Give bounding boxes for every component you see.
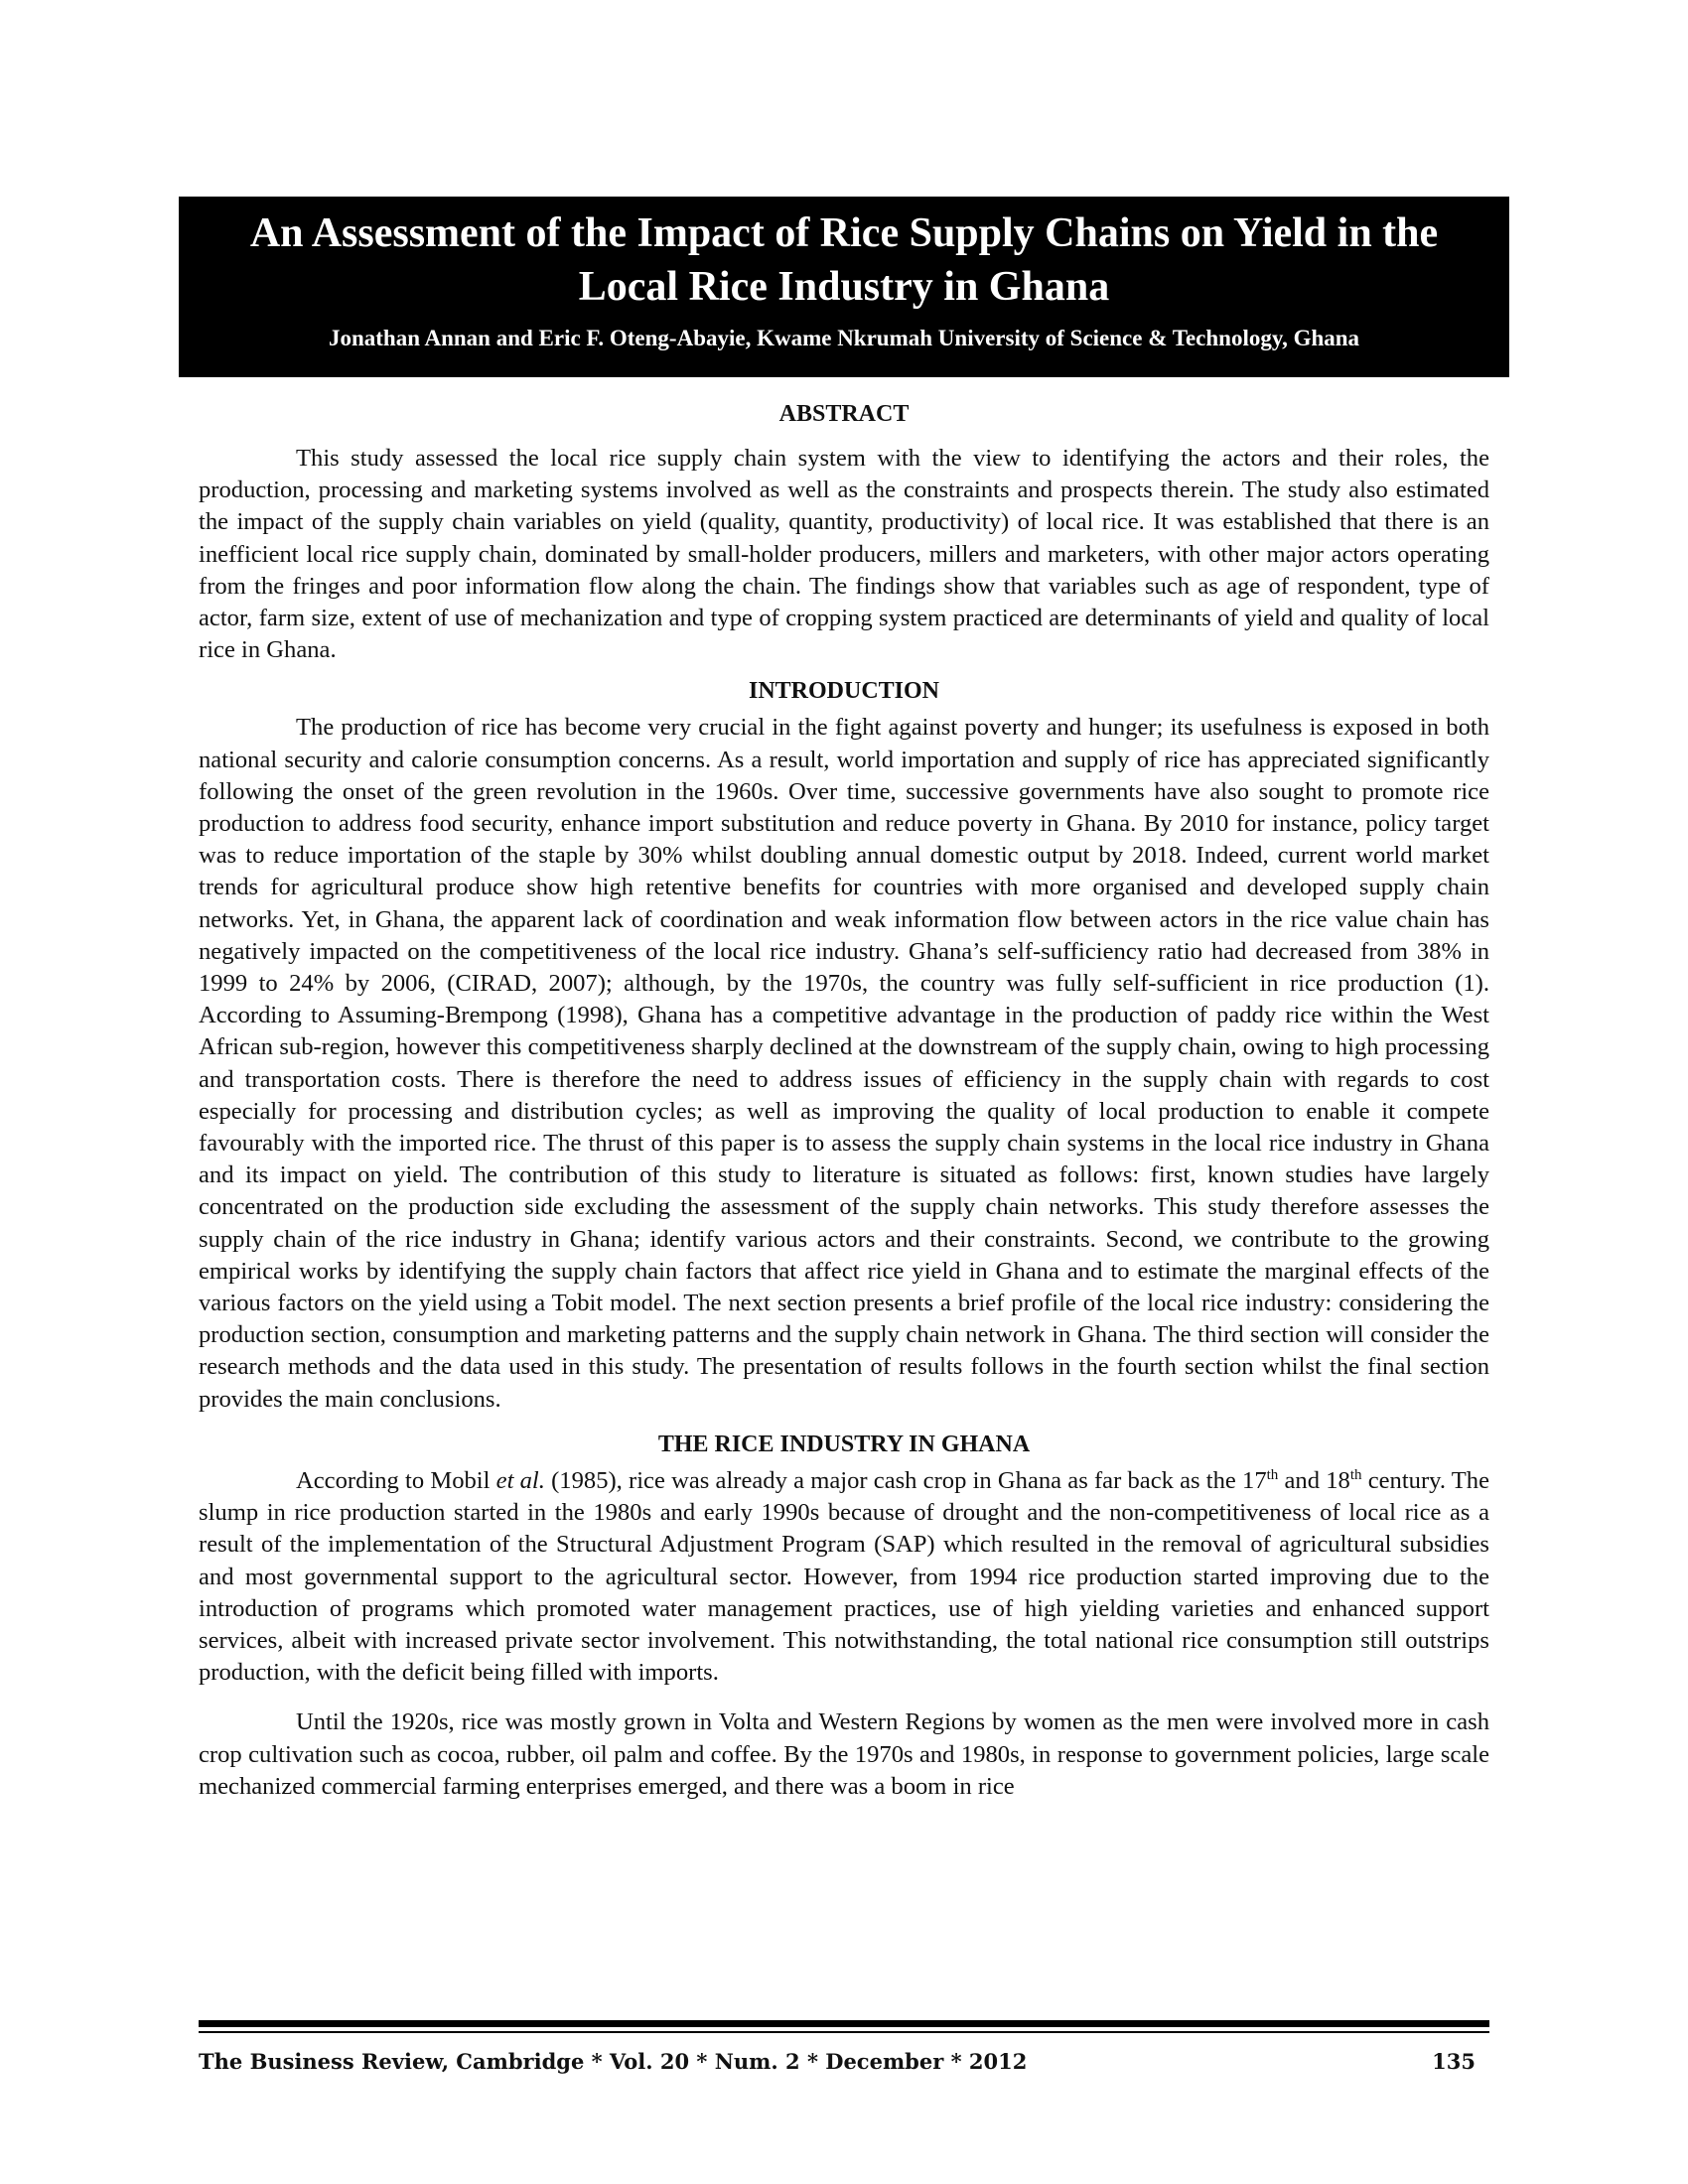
p1-text-a: According to Mobil [296, 1466, 496, 1494]
superscript-th-2: th [1349, 1466, 1362, 1483]
paper-title: An Assessment of the Impact of Rice Supply Chains on Yield in the Local Rice Industry in Ghana [249, 210, 1439, 310]
abstract-paragraph: This study assessed the local rice supply chain system with the view to identifying the actors and their roles, the production, processing and marketing systems involved as well as the constraints and prospects therein. The study also estimated the impact of the supply chain variables on yield (quality, quantity, productivity) of local rice. It was established that there is an inefficient local rice supply chain, dominated by small-holder producers, millers and marketers, with other major actors operating from the fringes and poor information flow along the chain. The findings show that variables such as age of respondent, type of actor, farm size, extent of use of mechanization and type of cropping system practiced are determinants of yield and quality of local rice in Ghana. [199, 445, 1489, 664]
page-footer [199, 2049, 1489, 2081]
article-body [199, 397, 1489, 1803]
rice-industry-paragraph-1 [199, 1465, 1489, 1689]
page-number: 135 [1432, 2049, 1476, 2074]
abstract-heading: ABSTRACT [778, 401, 910, 427]
rice-industry-heading: THE RICE INDUSTRY IN GHANA [657, 1431, 1031, 1457]
p1-text-b: (1985), rice was already a major cash crop in Ghana as far back as the 17 [544, 1466, 1267, 1494]
p1-text-d: century. The slump in rice production started in the 1980s and early 1990s because of drought and the non-competitiveness of local rice as a result of the implementation of the Structural Adjustment Program (SAP) which resulted in the removal of agricultural subsidies and most governmental support to the agricultural sector. However, from 1994 rice production started improving due to the introduction of programs which promoted water management practices, use of high yielding varieties and enhanced support services, albeit with increased private sector involvement. This notwithstanding, the total national rice consumption still outstrips production, with the deficit being filled with imports. [199, 1466, 1489, 1687]
superscript-th-1: th [1266, 1466, 1279, 1483]
footer-rule-thick [199, 2020, 1489, 2027]
journal-citation: The Business Review, Cambridge * Vol. 20 * Num. 2 * December * 2012 [199, 2049, 1028, 2074]
p1-text-c: and 18 [1278, 1466, 1350, 1494]
rice-industry-paragraph-2: Until the 1920s, rice was mostly grown in Volta and Western Regions by women as the men were involved more in cash crop cultivation such as cocoa, rubber, oil palm and coffee. By the 1970s and 1980s, in response to government policies, large scale mechanized commercial farming enterprises emerged, and there was a boom in rice [199, 1708, 1489, 1800]
et-al: et al. [495, 1466, 545, 1494]
introduction-paragraph: The production of rice has become very crucial in the fight against poverty and hunger; its usefulness is exposed in both national security and calorie consumption concerns. As a result, world importation and supply of rice has appreciated significantly following the onset of the green revolution in the 1960s. Over time, successive governments have also sought to promote rice production to address food security, enhance import substitution and reduce poverty in Ghana. By 2010 for instance, policy target was to reduce importation of the staple by 30% whilst doubling annual domestic output by 2018. Indeed, current world market trends for agricultural produce show high retentive benefits for countries with more organised and developed supply chain networks. Yet, in Ghana, the apparent lack of coordination and weak information flow between actors in the rice value chain has negatively impacted on the competitiveness of the local rice industry. Ghana’s self-sufficiency ratio had decreased from 38% in 1999 to 24% by 2006, (CIRAD, 2007); although, by the 1970s, the country was fully self-sufficient in rice production (1). According to Assuming-Brempong (1998), Ghana has a competitive advantage in the production of paddy rice within the West African sub-region, however this competitiveness sharply declined at the downstream of the supply chain, owing to high processing and transportation costs. There is therefore the need to address issues of efficiency in the supply chain with regards to cost especially for processing and distribution cycles; as well as improving the quality of local production to enable it compete favourably with the imported rice. The thrust of this paper is to assess the supply chain systems in the local rice industry in Ghana and its impact on yield. The contribution of this study to literature is situated as follows: first, known studies have largely concentrated on the production side excluding the assessment of the supply chain networks. This study therefore assesses the supply chain of the rice industry in Ghana; identify various actors and their constraints. Second, we contribute to the growing empirical works by identifying the supply chain factors that affect rice yield in Ghana and to estimate the marginal effects of the various factors on the yield using a Tobit model. The next section presents a brief profile of the local rice industry: considering the production section, consumption and marketing patterns and the supply chain network in Ghana. The third section will consider the research methods and the data used in this study. The presentation of results follows in the fourth section whilst the final section provides the main conclusions. [199, 714, 1489, 1413]
footer-rule-thin [199, 2031, 1489, 2033]
title-banner [179, 197, 1509, 377]
authors-line: Jonathan Annan and Eric F. Oteng-Abayie, Kwame Nkrumah University of Science & Technology, Ghana [328, 326, 1360, 350]
introduction-heading: INTRODUCTION [748, 678, 940, 705]
